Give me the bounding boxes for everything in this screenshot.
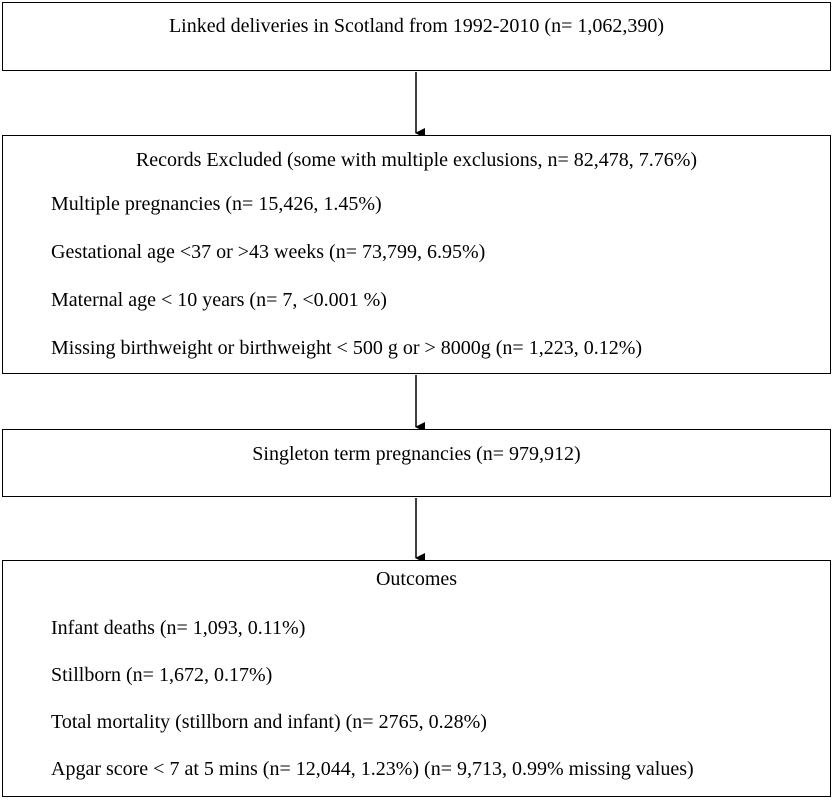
linked-deliveries-box [2, 2, 831, 71]
exclusion-birthweight: Missing birthweight or birthweight < 500 g or > 8000g (n= 1,223, 0.12%) [51, 337, 643, 359]
outcome-apgar-score: Apgar score < 7 at 5 mins (n= 12,044, 1.23%) (n= 9,713, 0.99% missing values) [51, 758, 694, 780]
exclusion-gestational-age: Gestational age <37 or >43 weeks (n= 73,799, 6.95%) [51, 241, 486, 263]
singleton-term-title: Singleton term pregnancies (n= 979,912) [252, 443, 581, 465]
exclusion-multiple-pregnancies: Multiple pregnancies (n= 15,426, 1.45%) [51, 193, 382, 215]
outcome-stillborn: Stillborn (n= 1,672, 0.17%) [51, 664, 273, 686]
singleton-term-box [2, 429, 831, 497]
outcomes-box [2, 560, 831, 797]
records-excluded-box [2, 135, 831, 374]
records-excluded-title: Records Excluded (some with multiple exclusions, n= 82,478, 7.76%) [135, 149, 698, 171]
outcomes-title: Outcomes [375, 568, 458, 590]
linked-deliveries-title: Linked deliveries in Scotland from 1992-2010 (n= 1,062,390) [168, 15, 665, 37]
outcome-infant-deaths: Infant deaths (n= 1,093, 0.11%) [51, 617, 306, 639]
exclusion-maternal-age: Maternal age < 10 years (n= 7, <0.001 %) [51, 289, 387, 311]
outcome-total-mortality: Total mortality (stillborn and infant) (n= 2765, 0.28%) [51, 711, 487, 733]
